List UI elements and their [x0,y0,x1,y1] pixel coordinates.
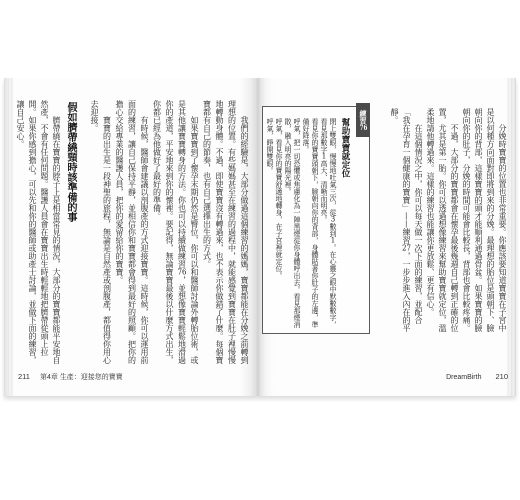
paragraph: 如果寶寶到了懷孕末期仍然是臀位，你可以和醫師討論外轉胎位術，或是其他讓寶寶轉身的方法。你也可以持續做練習76，並想像寶寶輕鬆地滑過你的產道，平安地來到你的懷裡。要記得，無論寶寶最後以什麼方式出生，你都已經為他做好了最好的準備。 [152,100,199,364]
paragraph: 有時候，醫師會建議以剖腹產的方式迎接寶寶。這時候，你可以運用前面的練習，讓自己保持平靜，並相信你和寶寶都會得到最好的照顧。把你的擔心交給專業的醫護人員，把你的愛留給你的寶寶。 [115,100,149,364]
page-number: 211 [18,372,30,381]
exercise-step: 呼氣，看見你的寶寶舒適地轉身，在子宮裡就定位。 [275,118,283,279]
right-page-body-text [376,108,508,336]
book-spread [4,78,516,396]
left-page [4,78,258,396]
right-page [258,78,516,396]
exercise-step: 呼氣，睜開雙眼。 [266,118,274,174]
right-page-footer [446,372,508,381]
page-number: 210 [495,372,508,381]
running-title: 第4章 生產：迎接您的寶寶 [39,374,123,381]
paragraph: 臍帶繞在寶寶的脖子上是相當常見的情況，大部分的寶寶都能平安地自然產，不會有任何問題。醫護人員會在寶寶出生時輕輕地把臍帶從頭上拉開。如果你感到擔心，可以先和你的醫師或助產士討論，並做下面的練習，讓自己安心。 [16,100,61,364]
exercise-title: 幫助寶寶就定位 [340,118,350,178]
exercise-step: 閉上雙眼，慢慢地吐氣三次，從3數到1。在心靈之眼中默數數字，看見那數字1高大、清晰而明亮。 [320,118,337,328]
exercise-tab: 練習76 [356,103,370,137]
left-page-section-text [12,100,62,366]
paragraph: 分娩時寶寶的位置也非常重要。你應該要知道寶寶在子宮中是以何種方向面對即將到來的分娩。最理想的胎位是頭朝下、臉朝向你的背部，這樣寶寶的頭才能順利通過骨盆。如果寶寶的臉朝向你的肚子，分娩的時間可能會比較長，背部也會比較疼痛。 [462,108,507,332]
running-title: DreamBirth [446,374,482,381]
exercise-box [262,106,370,334]
left-page-footer [18,372,123,382]
exercise-step: 看見你的寶寶頭朝下，臉朝向你的背部，身體貼著你肚子的左邊，準備好降落。 [302,118,319,328]
paragraph: 不過，大部分的寶寶都會在懷孕最後幾週自己轉到正確的位置，尤其是第一胎。你可以透過想像練習來幫助寶寶就定位，溫柔地請他轉過來。這樣的練習也能讓你更放鬆、更有信心。 [426,108,459,332]
exercise-step: 呼氣，把一切恐懼或焦慮化為一陣黑煙從你身體呼出去。看見那煙消散，融入明亮的陽光裡。 [284,118,301,328]
paragraph: 在這個情況之中，你可以每天做一次下面的練習，並配合「我在孕育一個健康的寶寶」——練習27，一步步進入內在的平靜。 [390,108,423,332]
paragraph: 我們的經驗是，大部分做過這個練習的媽媽，寶寶都能在分娩之前轉到理想的位置。有些媽媽甚至在練習的過程中，就能感覺到寶寶在肚子裡慢慢地轉動身體。不過，即使寶寶沒有轉過來，也不表示你做錯了什麼。每個寶寶都有自己的節奏，也有自己選擇出生的方式。 [202,100,249,364]
paragraph: 寶寶的出生是一段神聖的旅程，無論是自然產或剖腹產，都值得你用心去迎接。 [90,100,112,364]
exercise-content [265,118,351,328]
section-heading: 假如臍帶繞頸時該準備的事 [65,102,76,222]
left-page-body-text [80,100,250,366]
